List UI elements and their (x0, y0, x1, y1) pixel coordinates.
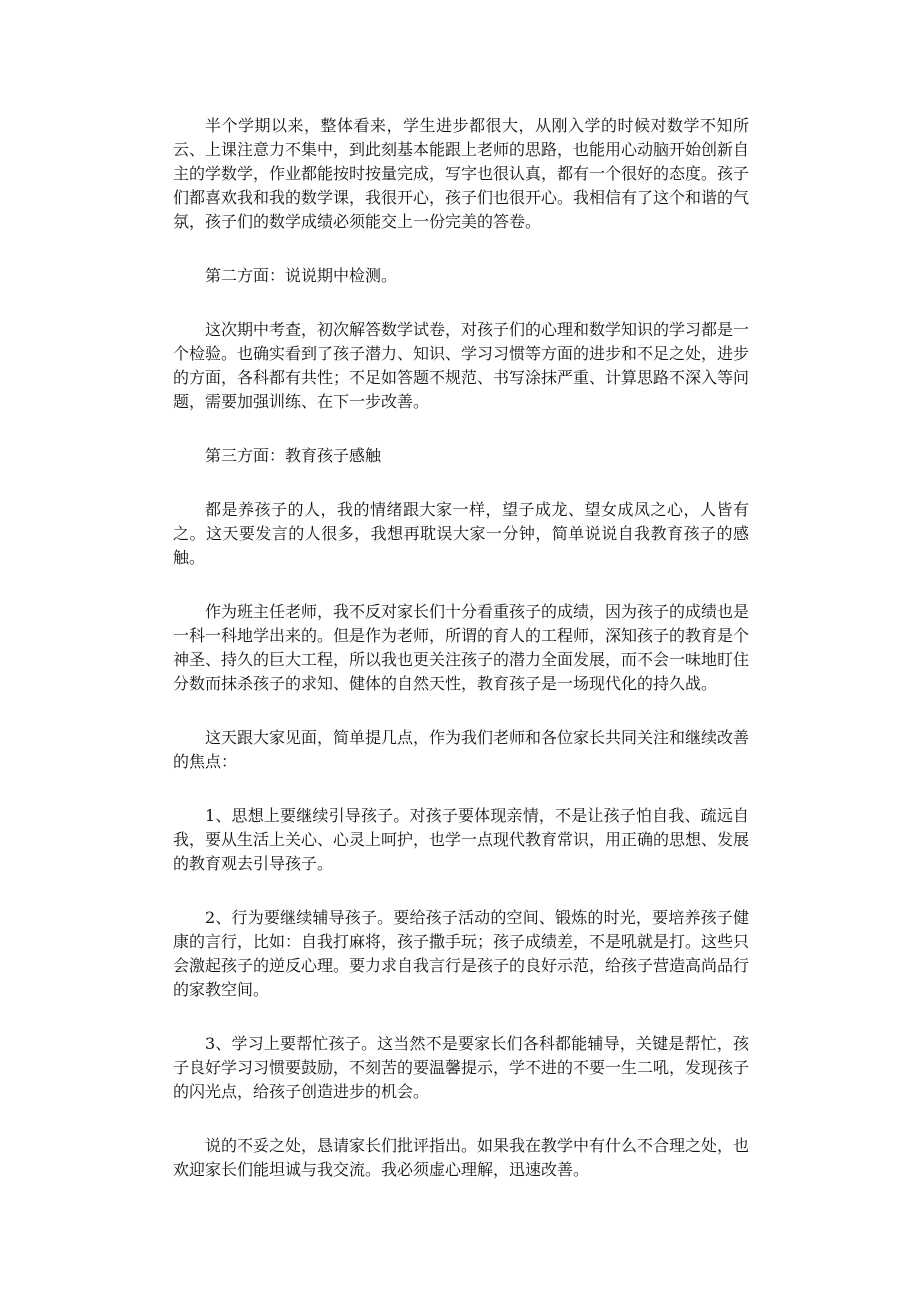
list-item-study: 3、学习上要帮忙孩子。这当然不是要家长们各科都能辅导，关键是帮忙，孩子良好学习习惯要鼓励，不刻苦的要温馨提示，学不进的不要一生二吼，发现孩子的闪光点，给孩子创造进步的机会。 (173, 1034, 750, 1101)
paragraph-focus-points: 这天跟大家见面，简单提几点，作为我们老师和各位家长共同关注和继续改善的焦点： (173, 728, 750, 771)
section-heading-midterm: 第二方面：说说期中检测。 (205, 266, 398, 285)
paragraph-teacher-view: 作为班主任老师，我不反对家长们十分看重孩子的成绩，因为孩子的成绩也是一科一科地学出来的。但是作为老师，所谓的育人的工程师，深知孩子的教育是个神圣、持久的巨大工程，所以我也更关注孩子的潜力全面发展，而不会一味地盯住分数而抹杀孩子的求知、健体的自然天性，教育孩子是一场现代化的持久战。 (173, 602, 750, 693)
section-heading-education: 第三方面：教育孩子感触 (205, 446, 382, 465)
paragraph-closing: 说的不妥之处，恳请家长们批评指出。如果我在教学中有什么不合理之处，也欢迎家长们能坦诚与我交流。我必须虚心理解，迅速改善。 (173, 1136, 750, 1179)
list-item-thinking: 1、思想上要继续引导孩子。对孩子要体现亲情，不是让孩子怕自我、疏远自我，要从生活上关心、心灵上呵护，也学一点现代教育常识，用正确的思想、发展的教育观去引导孩子。 (173, 806, 750, 873)
paragraph-intro: 半个学期以来，整体看来，学生进步都很大，从刚入学的时候对数学不知所云、上课注意力不集中，到此刻基本能跟上老师的思路，也能用心动脑开始创新自主的学数学，作业都能按时按量完成，写字也很认真，都有一个很好的态度。孩子们都喜欢我和我的数学课，我很开心，孩子们也很开心。我相信有了这个和谐的气氛，孩子们的数学成绩必须能交上一份完美的答卷。 (173, 116, 750, 231)
document-body (173, 114, 749, 1182)
paragraph-midterm: 这次期中考查，初次解答数学试卷，对孩子们的心理和数学知识的学习都是一个检验。也确实看到了孩子潜力、知识、学习习惯等方面的进步和不足之处，进步的方面，各科都有共性；不足如答题不规范、书写涂抹严重、计算思路不深入等问题，需要加强训练、在下一步改善。 (173, 320, 750, 411)
paragraph-parents: 都是养孩子的人，我的情绪跟大家一样，望子成龙、望女成凤之心，人皆有之。这天要发言的人很多，我想再耽误大家一分钟，简单说说自我教育孩子的感触。 (173, 500, 749, 567)
list-item-behavior: 2、行为要继续辅导孩子。要给孩子活动的空间、锻炼的时光，要培养孩子健康的言行，比如：自我打麻将，孩子撒手玩；孩子成绩差，不是吼就是打。这些只会激起孩子的逆反心理。要力求自我言行是孩子的良好示范，给孩子营造高尚品行的家教空间。 (173, 908, 750, 999)
